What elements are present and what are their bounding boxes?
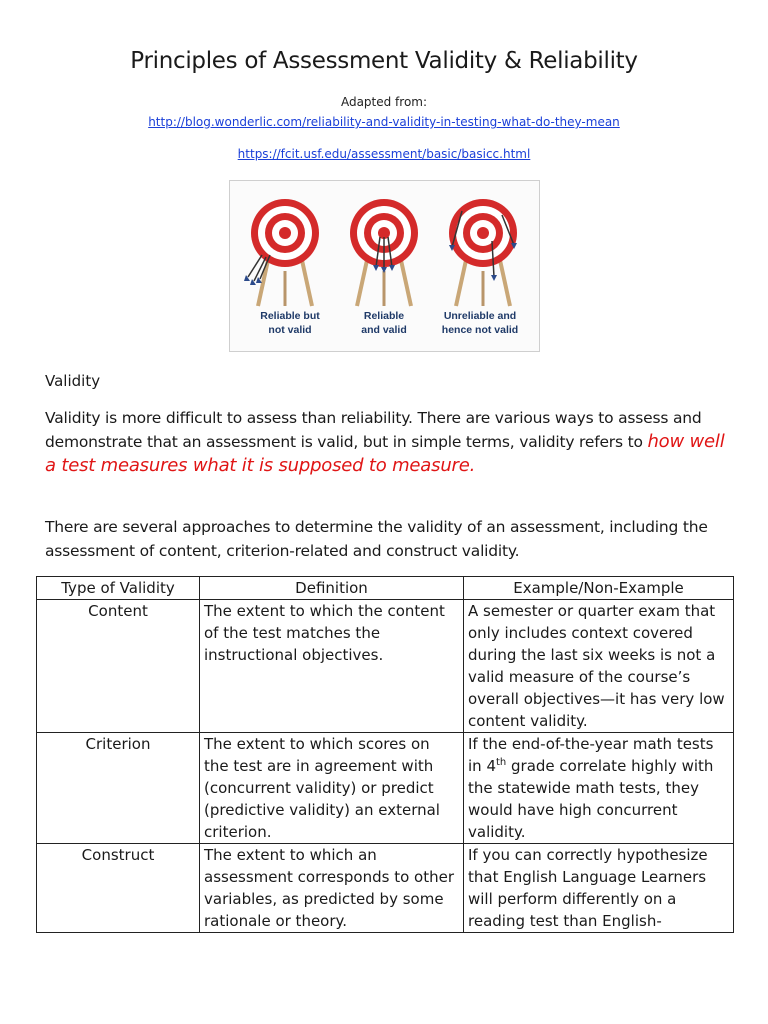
row-definition: The extent to which scores on the test are in agreement with (concurrent validity) or predict (predictive validity) an external criterion. bbox=[200, 733, 464, 844]
caption-line: Reliable but bbox=[260, 310, 320, 322]
row-type: Construct bbox=[37, 844, 200, 933]
row-type: Content bbox=[37, 600, 200, 733]
target-unreliable-not-valid bbox=[449, 199, 517, 306]
header-type: Type of Validity bbox=[37, 577, 200, 600]
target-reliable-valid bbox=[350, 199, 418, 306]
row-example: If you can correctly hypothesize that English Language Learners will perform differently on a reading test than English- bbox=[464, 844, 734, 933]
caption-unreliable-not-valid bbox=[430, 309, 530, 337]
target-reliable-not-valid bbox=[244, 199, 319, 306]
adapted-from-label: Adapted from: bbox=[340, 95, 428, 109]
caption-line: not valid bbox=[268, 324, 312, 336]
caption-line: and valid bbox=[361, 324, 407, 336]
row-example bbox=[464, 733, 734, 844]
validity-paragraph bbox=[45, 406, 735, 478]
document-title: Principles of Assessment Validity & Reliability bbox=[130, 48, 638, 74]
caption-line: Reliable bbox=[363, 310, 405, 322]
table-header-row bbox=[37, 577, 734, 600]
caption-line: Unreliable and bbox=[443, 310, 517, 322]
example-text: If the end-of-the-year math tests in 4 bbox=[468, 735, 714, 775]
approaches-paragraph: There are several approaches to determine the validity of an assessment, including the assessment of content, criterion-related and construct validity. bbox=[45, 518, 708, 560]
row-example: A semester or quarter exam that only includes context covered during the last six weeks is not a valid measure of the course’s overall objectives—it has very low content validity. bbox=[464, 600, 734, 733]
row-definition: The extent to which an assessment corresponds to other variables, as predicted by some rationale or theory. bbox=[200, 844, 464, 933]
target-diagram-figure bbox=[229, 180, 540, 352]
caption-reliable-not-valid bbox=[240, 309, 340, 337]
table-row bbox=[37, 733, 734, 844]
caption-line: hence not valid bbox=[441, 324, 519, 336]
emphasis-period: . bbox=[469, 455, 476, 476]
superscript-th: th bbox=[496, 757, 507, 768]
validity-heading: Validity bbox=[45, 372, 101, 390]
example-text: grade correlate highly with the statewide math tests, they would have high concurrent validity. bbox=[468, 757, 714, 841]
row-definition: The extent to which the content of the test matches the instructional objectives. bbox=[200, 600, 464, 733]
emphasis-text: how well a test measures what it is supposed to measure bbox=[45, 431, 725, 476]
header-example: Example/Non-Example bbox=[464, 577, 734, 600]
source-link-wonderlic[interactable]: http://blog.wonderlic.com/reliability-and-validity-in-testing-what-do-they-mean bbox=[148, 115, 620, 129]
validity-types-table bbox=[36, 576, 734, 933]
paragraph-text: Validity is more difficult to assess than reliability. There are various ways to assess and demonstrate that an assessment is valid, but in simple terms, validity refers to bbox=[45, 409, 702, 451]
row-type: Criterion bbox=[37, 733, 200, 844]
table-row bbox=[37, 600, 734, 733]
caption-reliable-valid bbox=[334, 309, 434, 337]
table-row bbox=[37, 844, 734, 933]
header-definition: Definition bbox=[200, 577, 464, 600]
source-link-fcit[interactable]: https://fcit.usf.edu/assessment/basic/basicc.html bbox=[237, 147, 531, 161]
